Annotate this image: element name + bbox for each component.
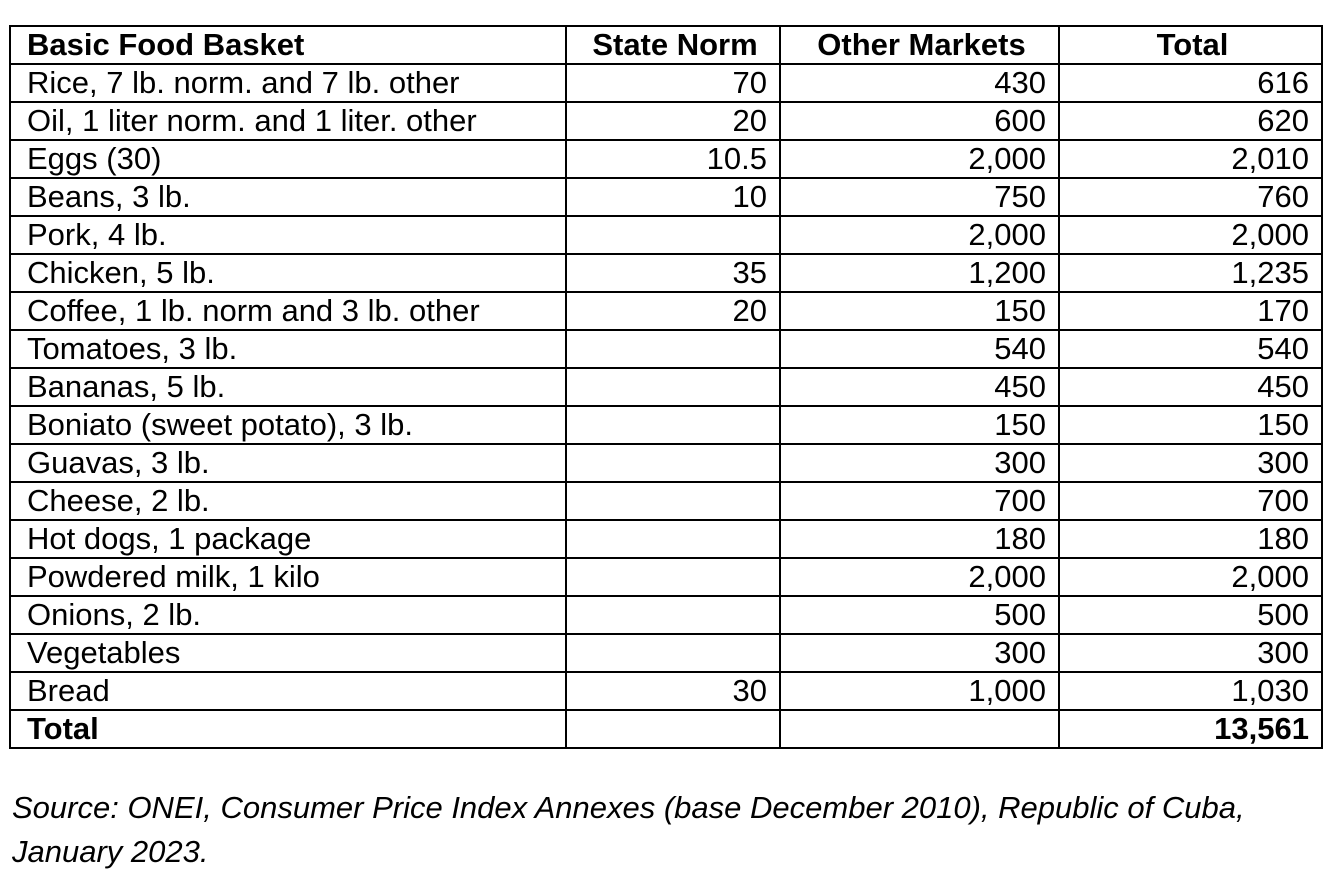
cell-total: 2,000 bbox=[1059, 216, 1322, 254]
cell-total: 620 bbox=[1059, 102, 1322, 140]
cell-total: 1,030 bbox=[1059, 672, 1322, 710]
table-row bbox=[10, 558, 1322, 596]
cell-item: Tomatoes, 3 lb. bbox=[10, 330, 566, 368]
total-label: Total bbox=[10, 710, 566, 748]
header-other-markets: Other Markets bbox=[780, 26, 1059, 64]
cell-state-norm: 30 bbox=[566, 672, 780, 710]
cell-state-norm: 10 bbox=[566, 178, 780, 216]
cell-other-markets: 300 bbox=[780, 444, 1059, 482]
cell-item: Bananas, 5 lb. bbox=[10, 368, 566, 406]
cell-state-norm bbox=[566, 482, 780, 520]
table-body bbox=[10, 64, 1322, 748]
total-row bbox=[10, 710, 1322, 748]
cell-total: 1,235 bbox=[1059, 254, 1322, 292]
table-row bbox=[10, 292, 1322, 330]
cell-state-norm bbox=[566, 444, 780, 482]
cell-item: Rice, 7 lb. norm. and 7 lb. other bbox=[10, 64, 566, 102]
cell-item: Beans, 3 lb. bbox=[10, 178, 566, 216]
cell-state-norm bbox=[566, 368, 780, 406]
cell-item: Powdered milk, 1 kilo bbox=[10, 558, 566, 596]
cell-item: Cheese, 2 lb. bbox=[10, 482, 566, 520]
cell-other-markets: 150 bbox=[780, 292, 1059, 330]
table-row bbox=[10, 178, 1322, 216]
cell-item: Pork, 4 lb. bbox=[10, 216, 566, 254]
table-row bbox=[10, 368, 1322, 406]
table-header bbox=[10, 26, 1322, 64]
table-row bbox=[10, 634, 1322, 672]
cell-other-markets: 300 bbox=[780, 634, 1059, 672]
cell-other-markets: 600 bbox=[780, 102, 1059, 140]
food-basket-table bbox=[9, 25, 1323, 749]
cell-item: Vegetables bbox=[10, 634, 566, 672]
cell-total: 150 bbox=[1059, 406, 1322, 444]
cell-other-markets: 540 bbox=[780, 330, 1059, 368]
cell-item: Chicken, 5 lb. bbox=[10, 254, 566, 292]
cell-total: 180 bbox=[1059, 520, 1322, 558]
cell-other-markets: 2,000 bbox=[780, 216, 1059, 254]
cell-other-markets: 750 bbox=[780, 178, 1059, 216]
cell-state-norm bbox=[566, 558, 780, 596]
table-row bbox=[10, 596, 1322, 634]
table-row bbox=[10, 254, 1322, 292]
table-row bbox=[10, 216, 1322, 254]
cell-item: Eggs (30) bbox=[10, 140, 566, 178]
header-total: Total bbox=[1059, 26, 1322, 64]
cell-item: Coffee, 1 lb. norm and 3 lb. other bbox=[10, 292, 566, 330]
cell-other-markets: 1,200 bbox=[780, 254, 1059, 292]
cell-other-markets: 450 bbox=[780, 368, 1059, 406]
cell-total: 450 bbox=[1059, 368, 1322, 406]
cell-total: 616 bbox=[1059, 64, 1322, 102]
header-basic-food-basket: Basic Food Basket bbox=[10, 26, 566, 64]
total-other-markets bbox=[780, 710, 1059, 748]
cell-total: 300 bbox=[1059, 444, 1322, 482]
table-row bbox=[10, 330, 1322, 368]
table-row bbox=[10, 406, 1322, 444]
header-row bbox=[10, 26, 1322, 64]
table-row bbox=[10, 64, 1322, 102]
cell-total: 700 bbox=[1059, 482, 1322, 520]
table-row bbox=[10, 140, 1322, 178]
cell-state-norm: 20 bbox=[566, 102, 780, 140]
source-note: Source: ONEI, Consumer Price Index Annexes (base December 2010), Republic of Cuba, January 2023. bbox=[12, 790, 1245, 869]
cell-other-markets: 430 bbox=[780, 64, 1059, 102]
cell-total: 300 bbox=[1059, 634, 1322, 672]
cell-total: 760 bbox=[1059, 178, 1322, 216]
cell-state-norm: 20 bbox=[566, 292, 780, 330]
cell-item: Onions, 2 lb. bbox=[10, 596, 566, 634]
header-state-norm: State Norm bbox=[566, 26, 780, 64]
table-row bbox=[10, 520, 1322, 558]
cell-state-norm bbox=[566, 330, 780, 368]
cell-state-norm bbox=[566, 216, 780, 254]
cell-state-norm: 10.5 bbox=[566, 140, 780, 178]
table-row bbox=[10, 482, 1322, 520]
cell-state-norm bbox=[566, 520, 780, 558]
cell-other-markets: 500 bbox=[780, 596, 1059, 634]
cell-item: Hot dogs, 1 package bbox=[10, 520, 566, 558]
table-row bbox=[10, 672, 1322, 710]
cell-total: 540 bbox=[1059, 330, 1322, 368]
cell-state-norm bbox=[566, 596, 780, 634]
total-state-norm bbox=[566, 710, 780, 748]
cell-item: Bread bbox=[10, 672, 566, 710]
cell-state-norm bbox=[566, 406, 780, 444]
table-row bbox=[10, 444, 1322, 482]
cell-other-markets: 180 bbox=[780, 520, 1059, 558]
cell-item: Boniato (sweet potato), 3 lb. bbox=[10, 406, 566, 444]
cell-total: 170 bbox=[1059, 292, 1322, 330]
cell-total: 2,010 bbox=[1059, 140, 1322, 178]
cell-item: Guavas, 3 lb. bbox=[10, 444, 566, 482]
cell-other-markets: 700 bbox=[780, 482, 1059, 520]
total-value: 13,561 bbox=[1059, 710, 1322, 748]
cell-item: Oil, 1 liter norm. and 1 liter. other bbox=[10, 102, 566, 140]
cell-state-norm: 70 bbox=[566, 64, 780, 102]
cell-other-markets: 1,000 bbox=[780, 672, 1059, 710]
cell-total: 500 bbox=[1059, 596, 1322, 634]
cell-other-markets: 150 bbox=[780, 406, 1059, 444]
cell-other-markets: 2,000 bbox=[780, 558, 1059, 596]
cell-state-norm bbox=[566, 634, 780, 672]
cell-total: 2,000 bbox=[1059, 558, 1322, 596]
cell-state-norm: 35 bbox=[566, 254, 780, 292]
cell-other-markets: 2,000 bbox=[780, 140, 1059, 178]
table-row bbox=[10, 102, 1322, 140]
